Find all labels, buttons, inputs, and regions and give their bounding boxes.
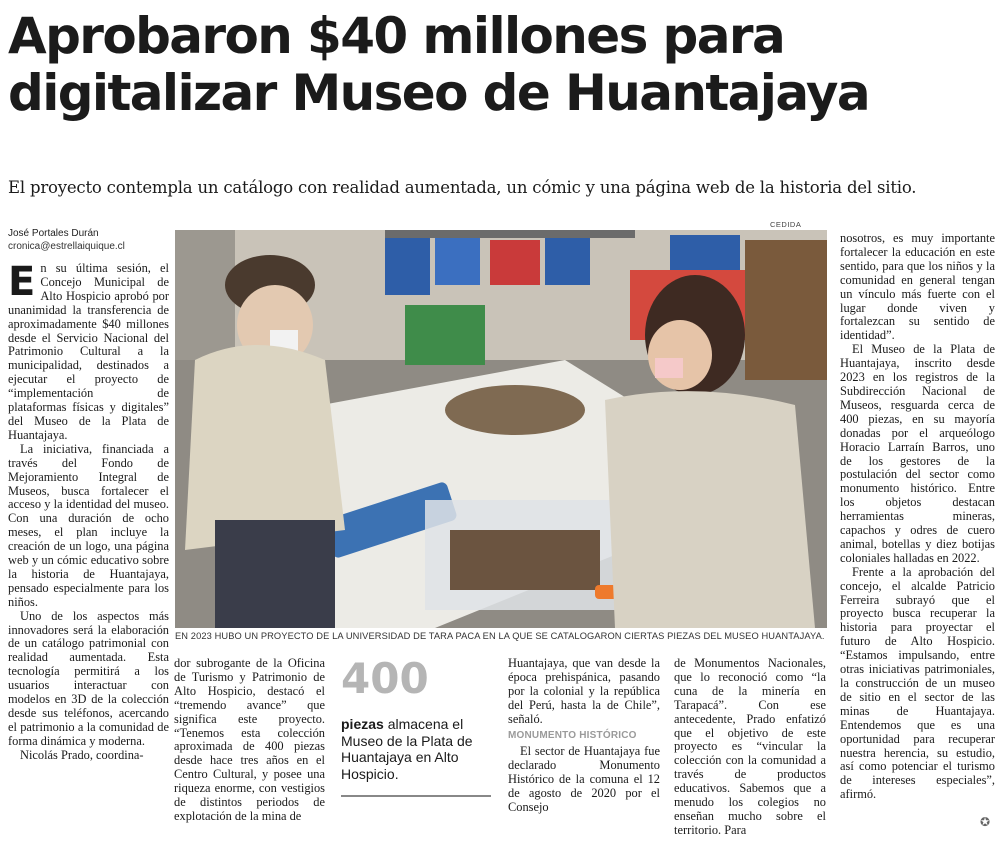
paragraph-text: n su última sesión, el Concejo Municipal de Alto Hospicio aprobó por unanimidad la transferencia de aproximadamente $40 millones desde el Servicio Nacional del Patrimonio Cultural a la municipalidad, destinados a ejecutar el proyecto de “implementación de plataformas físicas y digitales” del Museo de la Plata de Huantajaya. [8, 261, 169, 442]
article-column-5 [840, 232, 995, 802]
section-heading: MONUMENTO HISTÓRICO [508, 729, 637, 741]
stat-divider [341, 795, 491, 797]
museum-workers-illustration [175, 230, 827, 628]
paragraph: nosotros, es muy importante fortalecer la educación en este sentido, para que los niños y la comunidad en general tengan un vínculo más fuerte con el lugar donde viven y fortalezcan su sentido de identidad”. [840, 231, 995, 343]
paragraph: Frente a la aprobación del concejo, el alcalde Patricio Ferreira subrayó que el proyecto busca recuperar la historia para proyectar el futuro de Alto Hospicio. “Estamos impulsando, entre otras iniciativas patrimoniales, la construcción de un museo de sitio en el sector de las minas de Huantajaya. Entendemos que es una oportunidad para recuperar nuestra herencia, su estudio, así como potenciar el turismo de intereses especiales”, afirmó. [840, 564, 995, 802]
paragraph: Uno de los aspectos más innovadores será la elaboración de un catálogo patrimonial con realidad aumentada. Esta tecnología permitirá a los usuarios interactuar con modelos en 3D de la colección desde sus teléfonos, acercando el patrimonio a la comunidad de forma dinámica y moderna. [8, 608, 169, 748]
headline: Aprobaron $40 millones para digitalizar Museo de Huantajaya [8, 7, 870, 122]
stat-number: 400 [341, 654, 429, 703]
stat-bold: piezas [341, 716, 384, 732]
photo-caption: EN 2023 HUBO UN PROYECTO DE LA UNIVERSIDAD DE TARA PACA EN LA QUE SE CATALOGARON CIERTAS PIEZAS DEL MUSEO HUANTAJAYA. [175, 631, 825, 641]
author-name: José Portales Durán [8, 228, 99, 239]
paragraph: El Museo de la Plata de Huantajaya, inscrito desde 2023 en los registros de la Subdirección Nacional de Museos, resguarda cerca de 400 piezas, en su mayoría donadas por el arqueólogo Horacio Larraín Barros, uno de los gestores de la postulación del sector como monumento histórico. Entre los objetos destacan herramientas mineras, capachos y odres de cuero animal, botellas y diez botijas coloniales halladas en 2022. [840, 342, 995, 565]
subhead: El proyecto contempla un catálogo con realidad aumentada, un cómic y una página web de la historia del sitio. [8, 178, 917, 197]
stat-description [341, 716, 493, 782]
paragraph: de Monumentos Nacionales, que lo reconoció como “la cuna de la minería en Tarapacá”. Con ese antecedente, Prado enfatizó que el objetivo de este proyecto es “vincular la colección con la comunidad a través de productos educativos. Sabemos que a menudo los colegios no enseñan mucho sobre el territorio. Para [674, 656, 826, 837]
paragraph: dor subrogante de la Oficina de Turismo y Patrimonio de Alto Hospicio, destacó el “tremendo avance” que significa este proyecto. “Tenemos esta colección aproximada de 400 piezas desde hace tres años en el Centro Cultural, y posee una riqueza enorme, con vestigios de distintos periodos de explotación de la mina de [174, 656, 325, 823]
article-column-2 [174, 657, 325, 824]
stat-text: almacena el Museo de la Plata de Huantajaya en Alto Hospicio. [341, 716, 473, 782]
paragraph: La iniciativa, financiada a través del Fondo de Mejoramiento Integral de Museos, busca fortalecer el acceso y la identidad del museo. Con una duración de ocho meses, el plan incluye la creación de un logo, una página web y un cómic educativo sobre la historia de Huantajaya, pensado especialmente para los niños. [8, 441, 169, 609]
end-mark-icon: ✪ [980, 815, 991, 829]
paragraph: El sector de Huantajaya fue declarado Monumento Histórico de la comuna el 12 de agosto de 2020 por el Consejo [508, 744, 660, 815]
drop-cap: E [8, 259, 36, 305]
article-column-4 [674, 657, 826, 838]
author-email: cronica@estrellaiquique.cl [8, 241, 125, 252]
paragraph: Huantajaya, que van desde la época prehispánica, pasando por la colonial y la república del Perú, hasta la de Chile”, señaló. [508, 656, 660, 726]
article-column-3 [508, 657, 660, 815]
article-column-1 [8, 259, 169, 763]
byline [8, 227, 178, 253]
photo-credit: CEDIDA [770, 220, 802, 229]
paragraph: Nicolás Prado, coordina- [20, 747, 144, 762]
article-photo [175, 230, 827, 628]
paragraph [8, 259, 169, 443]
